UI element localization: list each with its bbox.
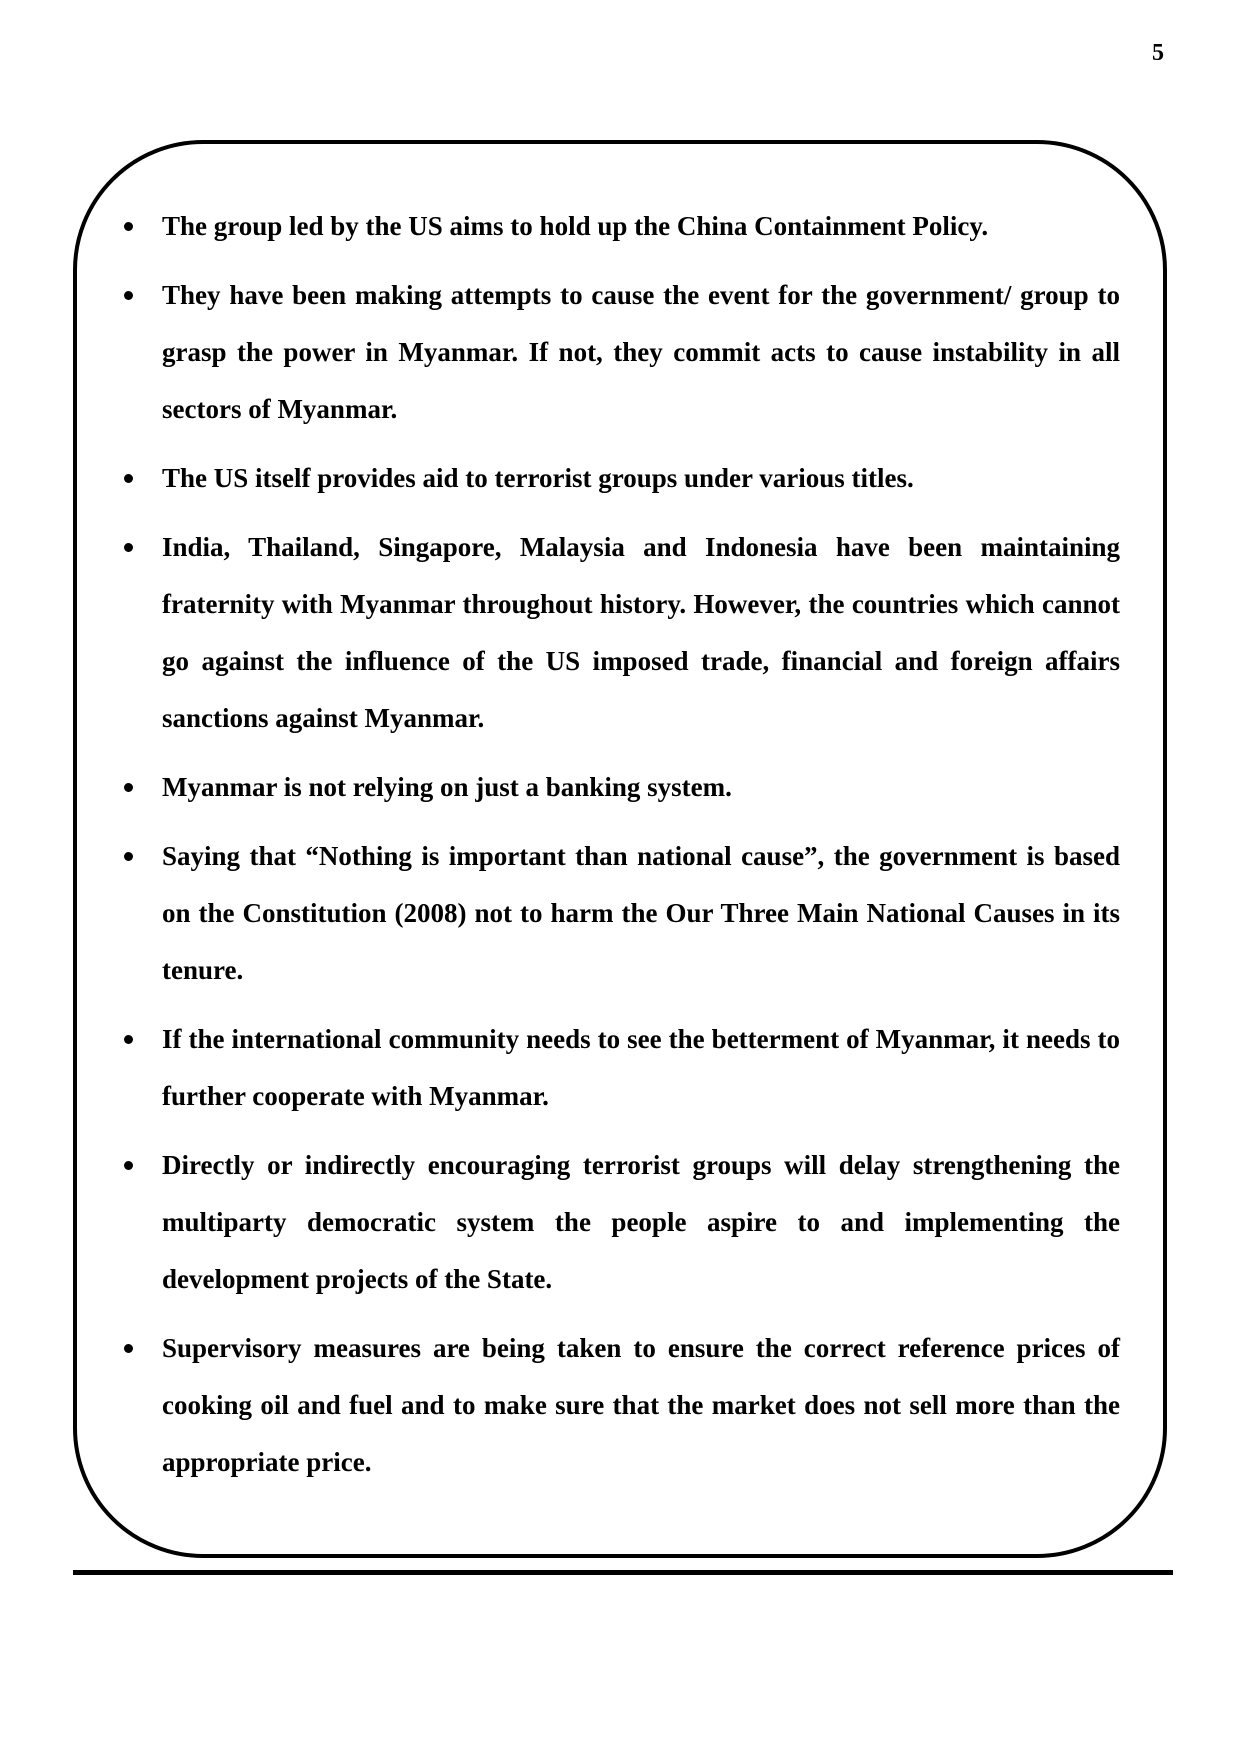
footer-rule [73,1570,1173,1575]
list-item-text: The US itself provides aid to terrorist groups under various titles. [162,463,914,493]
bullet-icon [124,1035,133,1044]
list-item [118,267,1120,438]
bullet-icon [124,1344,133,1353]
bullet-icon [124,852,133,861]
list-item [118,519,1120,747]
bullet-icon [124,222,133,231]
bullet-list [118,198,1120,1503]
list-item-text: They have been making attempts to cause the event for the government/ group to grasp the power in Myanmar. If not, they commit acts to cause instability in all sectors of Myanmar. [162,280,1120,424]
bullet-icon [124,1161,133,1170]
list-item-text: Directly or indirectly encouraging terrorist groups will delay strengthening the multiparty democratic system the people aspire to and implementing the development projects of the State. [162,1150,1120,1294]
bullet-icon [124,543,133,552]
bullet-icon [124,474,133,483]
list-item-text: Myanmar is not relying on just a banking system. [162,772,732,802]
bullet-icon [124,783,133,792]
list-item [118,198,1120,255]
list-item-text: India, Thailand, Singapore, Malaysia and Indonesia have been maintaining fraternity with Myanmar throughout history. However, the countries which cannot go against the influence of the US imposed trade, financial and foreign affairs sanctions against Myanmar. [162,532,1120,733]
list-item [118,1320,1120,1491]
list-item-text: The group led by the US aims to hold up the China Containment Policy. [162,211,989,241]
list-item-text: Supervisory measures are being taken to ensure the correct reference prices of cooking oil and fuel and to make sure that the market does not sell more than the appropriate price. [162,1333,1120,1477]
list-item [118,1011,1120,1125]
list-item [118,828,1120,999]
page-number: 5 [1152,40,1164,66]
bullet-icon [124,291,133,300]
list-item [118,759,1120,816]
list-item [118,450,1120,507]
list-item-text: If the international community needs to see the betterment of Myanmar, it needs to further cooperate with Myanmar. [162,1024,1120,1111]
list-item-text: Saying that “Nothing is important than national cause”, the government is based on the Constitution (2008) not to harm the Our Three Main National Causes in its tenure. [162,841,1120,985]
list-item [118,1137,1120,1308]
